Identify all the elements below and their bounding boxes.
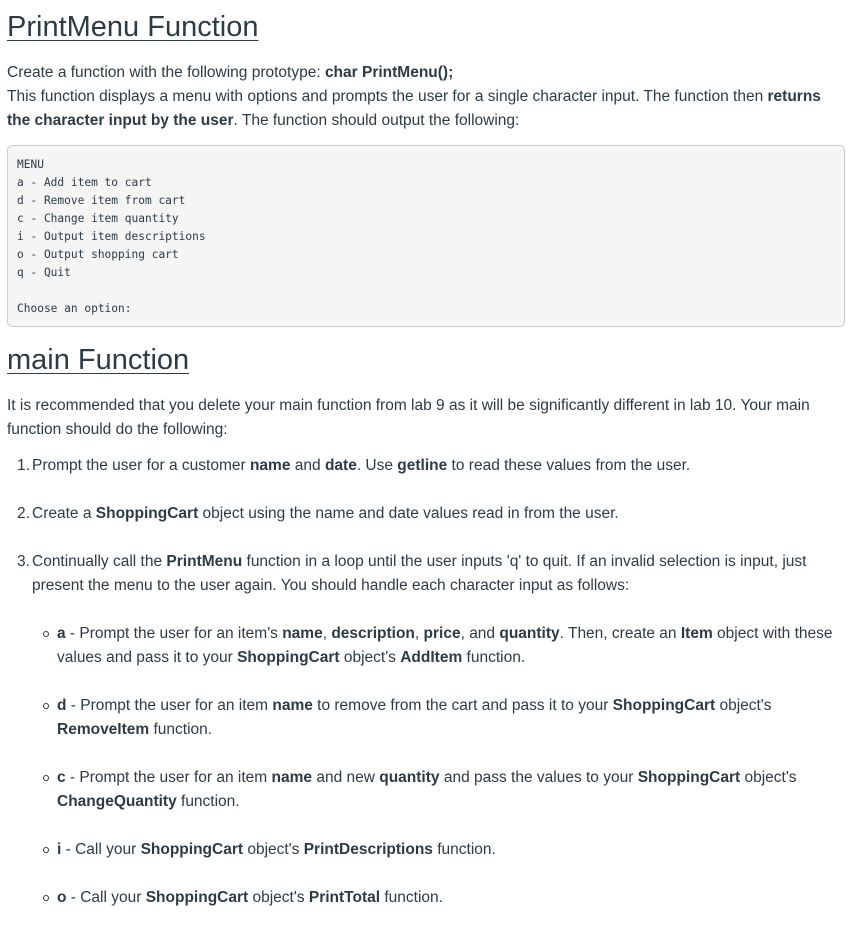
main-heading: main Function [7,344,190,376]
printmenu-intro [7,61,839,133]
option-i: i - Call your ShoppingCart object's PrintDescriptions function. [57,838,858,862]
option-c: c - Prompt the user for an item name and new quantity and pass the values to your ShoppingCart object's ChangeQuantity function. [57,766,858,814]
option-d: d - Prompt the user for an item name to remove from the cart and pass it to your ShoppingCart object's RemoveItem function. [57,694,858,742]
description-paragraph: This function displays a menu with options and prompts the user for a single character input. The function then returns the character input by the user. The function should output the following: [7,88,821,129]
options-list [32,622,858,910]
main-intro: It is recommended that you delete your main function from lab 9 as it will be significantly different in lab 10. Your main function should do the following: [7,397,810,438]
steps-list [7,454,858,934]
prototype-code: char PrintMenu(); [324,64,454,81]
step-2: 2. Create a ShoppingCart object using the name and date values read in from the user. [17,505,619,522]
printmenu-heading: PrintMenu Function [7,11,259,43]
step-1: 1. Prompt the user for a customer name and date. Use getline to read these values from the user. [17,457,691,474]
option-o: o - Call your ShoppingCart object's PrintTotal function. [57,886,858,910]
prototype-paragraph: Create a function with the following prototype: char PrintMenu(); [7,64,454,81]
menu-code-block: MENU a - Add item to cart d - Remove item from cart c - Change item quantity i - Output item descriptions o - Output shopping cart q - Quit Choose an option: [7,145,845,327]
step-3: 3. Continually call the PrintMenu function in a loop until the user inputs 'q' to quit. If an invalid selection is input, just present the menu to the user again. You should handle each character input as follows: a - Prompt the user for an item's name, description, price, and quantity. Then, create an Item object with these values and pass it to your ShoppingCart object's AddItem function. d - Prompt the user for an item name to remove from the cart and pass it to your ShoppingCart object's RemoveItem function. c - Prompt the user for an item name and new quantity and pass the values to your ShoppingCart object's ChangeQuantity function. i - Call your ShoppingCart object's PrintDescriptions function. o - Call your ShoppingCart object's PrintTotal function. [32,550,858,910]
option-a: a - Prompt the user for an item's name, description, price, and quantity. Then, create an Item object with these values and pass it to your ShoppingCart object's AddItem function. [57,622,858,670]
